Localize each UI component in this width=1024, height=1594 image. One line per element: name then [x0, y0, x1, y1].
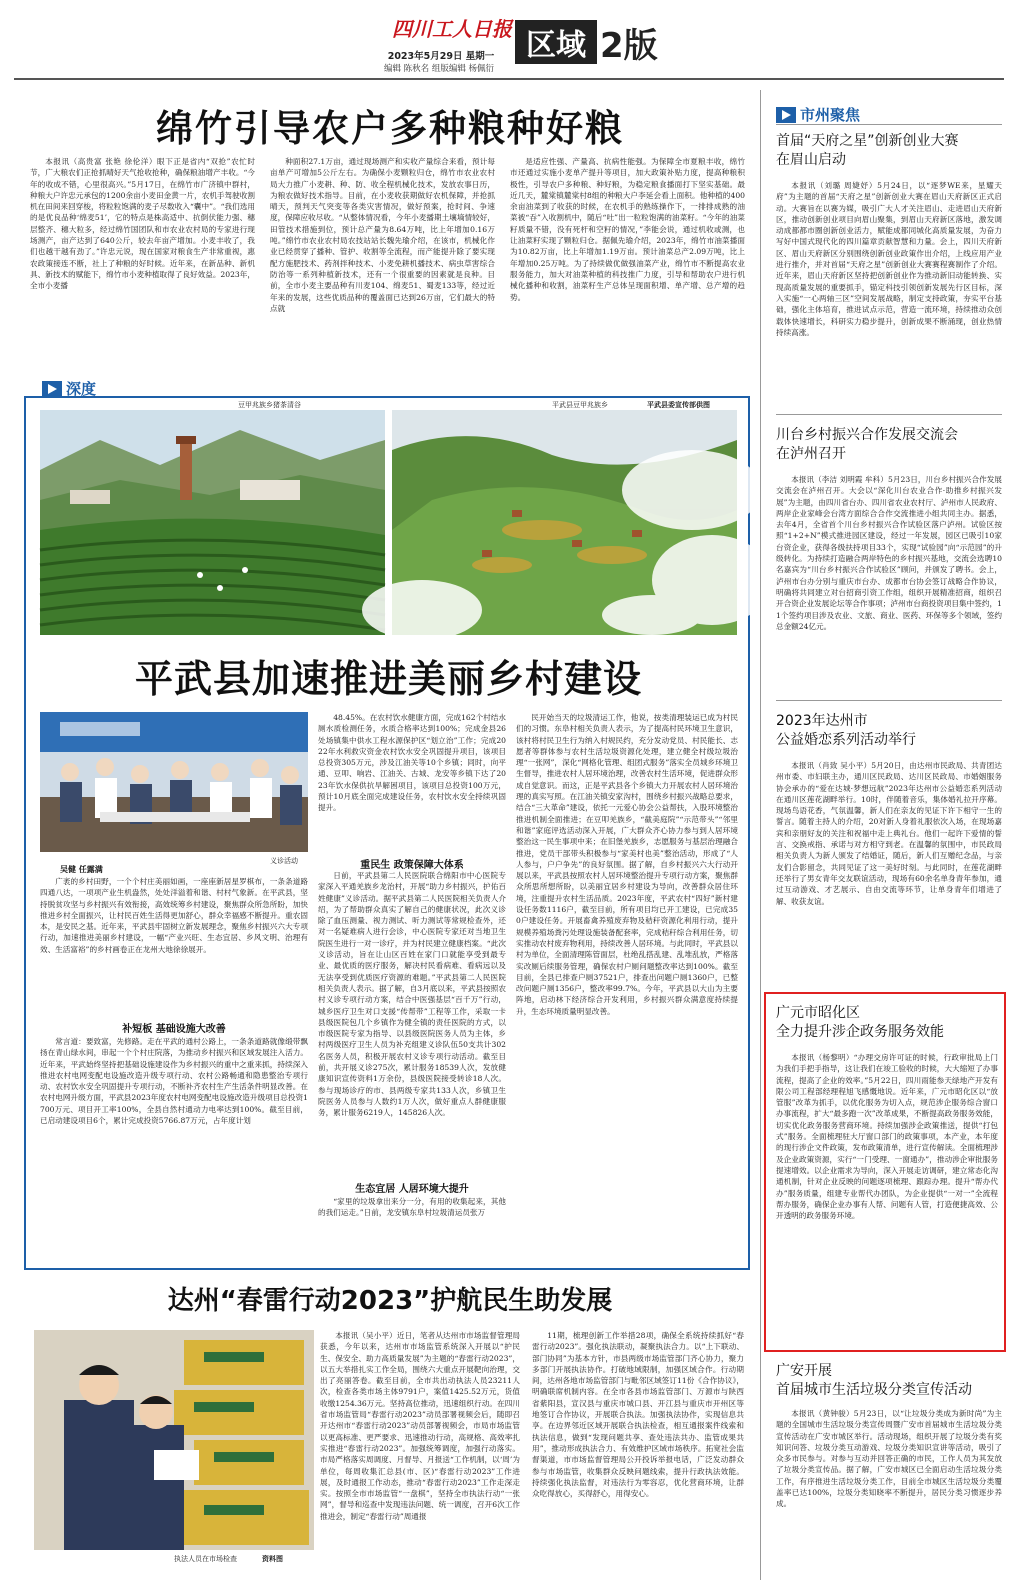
article-column [40, 1036, 308, 1258]
right-article-title [776, 712, 1002, 750]
photo-caption: 豆甲兆族乡猪茶清谷 [238, 401, 301, 409]
title-line: 川台乡村振兴合作发展交流会 [776, 427, 958, 443]
masthead [0, 0, 1024, 78]
right-column-divider [760, 90, 761, 1580]
article-column [270, 156, 495, 356]
article-column [318, 712, 506, 852]
article-byline: 吴健 任露满 [60, 865, 103, 874]
right-article [776, 426, 1002, 696]
title-line: 在泸州召开 [776, 446, 846, 462]
right-article-title [776, 1362, 1002, 1400]
section-label: 市州聚焦 [800, 106, 861, 124]
article-title: 绵竹引导农户多种粮种好粮 [156, 107, 624, 150]
article-paragraph: 日前，平武县第二人民医院联合绵阳市中心医院专家深入平通羌族乡龙治村，开展“助力乡村振兴，护佑百姓健康”义诊活动。据平武县第二人民医院相关负责人介绍，为了帮助群众真实了解自己的健康状况，此次义诊除了血压测量、视力测试、听力测试等常规检查外，还对一名疑难病人进行会诊，中心医院专家还对当地卫生院医生进行一对一诊疗，并为村民建立健康档案。“此次义诊活动，旨在让山区百姓在家门口就能享受到最专业、最优质的医疗服务，解决村民看病难、看病远以及无法享受到优质医疗资源的难题。”平武县第二人民医院相关负责人表示。据了解，自3月底以来，平武县按照农村义诊专项行动方案，结合中医强基层“百千万”行动，城乡医疗卫生对口支援“传帮带”工程等工作，采取一卡县级医院包几个乡镇作为健全镇的责任医院的方式，以市级医院专家为指导、以县级医院医务人员为主体，乡村两级医疗卫生人员为补充组建义诊队伍50支共计302名医务人员，积极开展农村义诊专项行动活动。截至目前，共开展义诊275次，累计服务18539人次，发放健康知识宣传资料1万余份，县级医院接受转诊18人次。参与现场诊疗的市、县两级专家共133人次，乡镇卫生院医务人员参与人数约1万人次，做好重点人群健康服务，累计服务6219人，145826人次。 [318, 871, 506, 1118]
page-number: 2版 [600, 25, 658, 66]
photo-credit: 资料图 [262, 1555, 283, 1563]
article-title: 平武县加速推进美丽乡村建设 [134, 657, 642, 701]
article-subheading: 生态宜居 人居环境大提升 [355, 1184, 469, 1195]
paper-name-text: 四川工人日报 [392, 17, 512, 41]
article-paragraph: 是适应性强、产量高、抗病性能强。为保障全市夏粮丰收，绵竹市还通过实施小麦单产提升等项目，加大政策补贴力度，提高种粮积极性，引导农户多种粮、种好粮，为稳定粮食播面打下坚实基础。最近几天，麓棠镇麓棠村8组的种粮大户李延会看上面积。他种植的400余亩油菜到了收获的时候，在农机手的熟练操作下，一排排成熟的油菜被“吞”入收割机中，随后“吐”出一粒粒饱满的油菜籽。“今年的油菜籽质量不错，没有死杆和空籽的情况，”李能会说，通过机收或测，也让油菜籽实现了颗粒归仓。据佩先瑜介绍，2023年，绵竹市油菜播面为10.82万亩，比上年增加1.19万亩。预计油菜总产2.09万吨，比上年增加0.25万吨。为了持续做优做强油菜产业，绵竹市不断提高农业服务能力，加大对油菜种植的科技推广力度，引导和帮助农户进行机械化播种和收割，油菜籽生产总体呈现面积增、单产增、总产增的趋势。 [510, 157, 745, 302]
title-line: 公益婚恋系列活动举行 [776, 732, 916, 748]
title-line: 2023年达州市 [776, 713, 868, 729]
article-column [320, 1330, 520, 1558]
arrow-icon [776, 107, 796, 123]
section-tag-shizhou [776, 104, 860, 125]
article-paragraph: 本报讯（吴小平）近日，笔者从达州市市场监督管理局获悉，今年以来，达州市市场监管系统深入开展以“护民生、保安全、助力高质量发展”为主题的“春雷行动2023”，以五大举措扎实工作全局，围绕六大重点开展靶向治理，交出了亮丽答卷。截至目前，全市共出动执法人员23211人次，检查各类市场主体9791户，案值1425.52万元，货值收缴1254.36万元。坚持高位推动，迅速组织行动。在四川省市场监管局“春雷行动2023”动员部署视频会后，随即召开达州市“春雷行动2023”动员部署视频会，市局市场监管以更高标准、更严要求、迅速推动行动，高规格、高效率扎实推进“春雷行动2023”。加强统筹调度，加强行动落实。市局严格落实周调度、月督导、月报送“工作机制，以‘周’为单位，每周收集汇总县(市、区)“春雷行动2023”工作进展，及时通报工作动态，推动“春雷行动2023”工作走深走实。按照全市市场监管“一盘棋”，坚持全市执法行动“一张网”，督导和巡查中发现违法问题、统一调度，召开6次工作推进会，制定“春雷行动”周通报 [320, 1331, 520, 1521]
article-paragraph: 常言道：要致富，先修路。走在平武的通村公路上，一条条道路就像缎带飘扬在青山绿水间，串起一个个村庄院落，为推动乡村振兴和区域发展注入活力。近年来，平武始终坚持把基础设施建设作为乡村振兴的重中之重来抓，持续深入推进农村电网变配电设施改造升级专项行动、农村公路畅通和隐患整治专项行动、农村饮水安全巩固提升专项行动，不断补齐农村生产生活条件明显改善。在农村电网升级方面，平武县2023年度农村电网变配电设施改造升级项目总投资1700万元、项目开工率100%，全县自然村通动力电率达到100%。截至目前，已启动建设项目6个，累计完成投资5766.87万元，占年度计划 [40, 1037, 308, 1126]
right-article-title [776, 426, 1002, 464]
photo-caption: 平武县豆甲兆族乡 [552, 401, 608, 409]
article-paragraph: 广袤的乡村田野，一个个村庄美丽如画，一座座新居星罗棋布，一条条道路四通八达，一项项产业生机盎然，处处洋溢着和谐、村村气象新。在平武县，坚持脱贫攻坚与乡村振兴有效衔接，高效统筹乡村建设，聚焦群众所急所盼，加快推进乡村全面振兴，让村民百姓生活得更加舒心，群众幸福感不断提升。重农固本，是安民之基。近年来，平武县牢固树立新发展理念，聚焦乡村振兴六大专项行动，加速推进美丽乡村建设，一幅“产业兴旺、生态宜居、乡风文明、治理有效、生活富裕”的乡村画卷正在龙州大地徐徐展开。 [40, 877, 308, 954]
right-article-body [776, 760, 1002, 982]
title-line: 在眉山启动 [776, 152, 846, 168]
title-line: 首届“天府之星”创新创业大赛 [776, 133, 959, 149]
section-name-box [515, 20, 597, 64]
title-line: 全力提升涉企政务服务效能 [776, 1024, 944, 1040]
article-column [516, 712, 738, 1258]
article-paragraph: 本报讯（黄钟骏）5月23日，以“让垃圾分类成为新时尚”为主题的全国城市生活垃圾分类宣传周暨广安市首届城市生活垃圾分类宣传活动在广安市城区举行。活动现场，组织开展了垃圾分类有奖知识问答、垃圾分类互动游戏、垃圾分类知识宣讲等活动，吸引了众多市民参与。对参与互动并回答正确的市民，工作人员为其发放了垃圾分类宣传品。据了解，广安市城区已全面启动生活垃圾分类工作，有序推进生活垃圾分类工作，目前全市城区生活垃圾分类覆盖率已达100%，垃圾分类知晓率不断提升，居民分类习惯逐步养成。 [776, 1409, 1002, 1509]
article-mianzhu [30, 90, 750, 365]
issue-date: 2023年5月29日 星期一 [387, 51, 495, 62]
right-article [776, 132, 1002, 410]
article-title: 达州“春雷行动2023”护航民生助发展 [167, 1286, 613, 1316]
right-article-body [776, 1408, 1002, 1580]
right-article-body [776, 474, 1002, 696]
article-paragraph: 本报讯（肖致 吴小平）5月20日，由达州市民政局、共青团达州市委、市妇联主办，通川区民政局、达川区民政局、市婚姻服务协会承办的“爱在达城·梦想远航”2023年达州市公益婚恋系列活动在通川区莲花湖畔举行。10时，伴随着音乐，集体婚礼拉开序幕。现场鸟语花香，气氛温馨，新人们在亲友的见证下许下相守一生的誓言。随着主持人的介绍，20对新人身着礼服依次入场，在现场嘉宾和亲朋好友的关注和祝福中走上典礼台。他们一起许下爱情的誓言、交换戒指、承诺与对方相守到老。在温馨的氛围中，市民政局相关负责人为新人颁发了结婚证，随后，新人们互赠纪念品，与亲友们合影留念，共同见证了这一美好时刻。与此同时，在莲花湖畔还举行了男女青年交友联谊活动，现场有60余名单身青年参加，通过互动游戏、才艺展示、自由交流等环节，让单身青年们增进了解、收获友谊。 [776, 761, 1002, 906]
article-column [318, 870, 506, 1175]
photo-caption: 执法人员在市场检查 [174, 1555, 237, 1563]
market-inspection-photo [34, 1330, 314, 1563]
article-paragraph: 种面积27.1万亩，通过现场测产和实收产量综合来看，预计每亩单产可增加5公斤左右。为确保小麦颗粒归仓，绵竹市农业农村局大力推广小麦耕、种、防、收全程机械化技术，发放农事日历，为粮农做好技术指导。目前，在小麦收获期做好农机保障，并抢抓晴天，预判天气突变等各类灾害情况，做好预案，抢时间、争速度，保障应收尽收。“从整体情况看，今年小麦播期土壤墒情较好，田管技术措施到位，预计总产量为8.64万吨，比上年增加0.16万吨。”绵竹市农业农村局农技站站长魏先瑜介绍，在该市，机械化作业已经贯穿了播种、管护、收割等全流程，而产能提升除了要实现配方施肥技术、药剂拌种技术、小麦免耕机播技术、病虫草害综合防治等一系列种植新技术，还有一个很重要的因素就是良种。目前，全市小麦主要品种有川麦104、绵麦51、蜀麦133等，经过近年来的发展，这些优质品种的覆盖面已达到26万亩，它们最大的特点就 [270, 157, 495, 313]
article-column [532, 1330, 744, 1558]
article-paragraph: 本报讯（杨黎明）“办理交房许可证的时候，行政审批局上门为我们手把手指导，这让我们在竣工验收的时候，大大缩短了办事流程，提高了企业的效率。”5月22日，四川雨能参天绿地产开发有限公司工程部经理程旭飞感慨地说。近年来，广元市昭化区以“放管服”改革为抓手，以优化服务为切入点，规范涉企服务综合窗口办事流程，扩大“最多跑一次”改革成果，不断提高政务服务效能，切实优化政务服务营商环境。持续加强涉企政策推送，提供“打包式”服务。全面梳理驻大厅窗口部门的政策事项，本产业，本年度的现行涉企文件政策，发布政策清单，进行宣传解读。全面梳理涉及企业政策资源，实行“一门受理、一窗通办”，推动涉企审批服务提速增效。以企业需求为导向，深入开展走访调研，建立常态化沟通机制，针对企业反映的问题逐项梳理、跟踪办理。提升“帮办代办”服务质量，组建专业帮代办团队，为企业提供“一对一”全流程帮办服务，确保企业办事有人帮、问题有人管，打造便捷高效、公开透明的政务服务环境。 [776, 1053, 998, 1221]
article-paragraph: “家里的垃圾拿出来分一分，有用的收集起来，其他的我们运走。”日前，龙安镇东阜村垃圾清运员张万 [318, 1197, 506, 1218]
title-line: 广安开展 [776, 1363, 832, 1379]
article-separator [776, 700, 1002, 701]
article-paragraph: 11期，梳理创新工作举措28项，确保全系统持续抓好“春雷行动2023”。强化执法联动，凝聚执法合力。以“上下联动、部门协同”为基本方针，市县两级市场监管部门齐心协力，聚力多部门开展执法协作。打破地域限制，加强区域合作。行动期间，达州各地市场监管部门与毗邻区域签订11份《合作协议》，明确联席机制内容。在全市各县市场监管部门、万源市与陕西省紫阳县，宣汉县与重庆市城口县、开江县与重庆市开州区等地签订合作协议，开展联合执法。加强执法协作，实现信息共享。在边界邻近区域开展联合执法检查，相互通报案件线索和执法信息，做到“发现问题共享、查处违法共办、监管成果共用”，推动形成执法合力、有效维护区域市场秩序。拓宽社会监督渠道，市市场监督管理局公开投诉举报电话，广泛发动群众参与市场监管，收集群众反映问题线索，提升行政执法效能。持续强化执法监督，对违法行为零容忍，优化营商环境，让群众吃得放心，买得舒心，用得安心。 [532, 1331, 744, 1499]
title-line: 广元市昭化区 [776, 1005, 860, 1021]
article-subheading: 重民生 政策保障大体系 [360, 860, 464, 871]
right-article [776, 1362, 1002, 1584]
section-label: 深度 [66, 380, 97, 398]
photo-credit: 平武县委宣传部供图 [647, 401, 710, 409]
tea-garden-photo [40, 401, 385, 635]
mountain-village-photo [392, 401, 737, 635]
right-article-title [776, 132, 1002, 170]
article-column [510, 156, 745, 356]
article-paragraph: 48.45%。在农村饮水健康方面，完成162个村结水厕水质检测任务，水质合格率达到100%；完成金县26处场镇集中供水工程水源保护区“划立治”工作；完成2022年水利救灾资金农村饮水安全巩固提升项目，该项目总投资305万元，涉及江油关等10个乡镇；同时，向平通、豆叩、响岩、江油关、古城、龙安等乡镇下达了2023年饮水保供抗旱解困项目，该项目总投资100万元，预计10月底全面完成建设任务，农村饮水安全持续巩固提升。 [318, 713, 506, 813]
photo-caption: 义诊活动 [270, 857, 298, 865]
right-article-body [776, 1052, 998, 1342]
article-paragraph: 民开始当天的垃圾清运工作，他说，按类清理装运已成为村民们的习惯。东阜村相关负责人表示，为了提高村民环境卫生意识，该村将村民卫生行为纳入村规民约，充分发动党员、村民能长、志愿者等群体参与农村生活垃圾资源化处理，建立健全村级垃圾治理“一张网”，深化“网格化管理、组团式服务”落实全员城乡环境卫生督导，推进农村人居环境治理，改善农村生活环境，促进群众形成自觉意识。而这，正是平武县各个乡镇大力开展农村人居环境治理的真实写照。在江油关镇安家沟村，围绕乡村振兴战略总要求，结合“三大革命”建设，依托一元爱心协会公益帮扶，入股环境整治推进机制全面推进；在豆叩羌族乡，“截美庭院”“示范带头”“邻里和谐”家庭评选活动深入开展，广大群众齐心协力参与到人居环境整治这一民生事项中来；在旧堡羌族乡，志愿服务与基层治理融合推进，党员干部带头积极参与“家美村也美”整治活动，形成了“人人参与，户户争先”的良好氛围。据了解，自乡村振兴六大行动开展以来，平武县按照农村人居环境整治提升专项行动方案，聚焦群众所思所想所盼，以美丽宜居乡村建设为导向，改善群众居住环境，注重提升农村生活品质。2023年度，平武农村“四好”新村建设任务数1116户，截至目前，所有项目均已开工建设，已完成350户建设任务。开展畜禽养殖废弃物及秸秆资源化利用行动，提升规模养殖场粪污处理设施装备配套率，完成秸秆综合利用任务，切实推动农村废弃物利用，持续改善人居环境。与此同时，平武县以村为单位，全面清理陈管面层，杜绝乱搭乱建、乱堆乱放，严格落实改厕后续服务管理，确保农村户厕问题整改率达到100%。截至目前，全县已排查户厕37521户，排查出问题户厕1360户，已整改问题户厕1356户，整改率99.7%。今年，平武县以大山为主要阵地，启动林下经济综合开发利用，乡村振兴群众满意度持续提升，生态环境质量明显改善。 [516, 713, 738, 1016]
right-article [776, 712, 1002, 982]
right-article-title [776, 1004, 998, 1042]
section-name: 区域 [526, 28, 586, 63]
paper-name-logo [392, 12, 512, 44]
masthead-rule [14, 78, 1004, 80]
right-article-body [776, 180, 1002, 410]
article-column [318, 1196, 506, 1258]
article-column [40, 876, 308, 968]
article-paragraph: 本报讯（李洁 刘明霞 牟科）5月23日，川台乡村振兴合作发展交流会在泸州召开。大会以“深化川台农业合作·助推乡村振兴发展”为主题，由四川省台办、四川省农业农村厅、泸州市人民政府、两岸企业家峰会台湾方面综合合作交流推进小组共同主办。据悉，去年4月，全省首个川台乡村振兴合作试验区落户泸州。试验区按照“1+2+N”模式推进园区建设，经过一年发展，园区已吸引10家台资企业，获得各级扶持项目33个，实现“试验园”向“示范园”的升级转化。为持续打造融合两岸特色的乡村振兴基地，交流会选聘10名嘉宾为“川台乡村振兴合作试验区”顾问，并颁发了聘书。会上，泸州市台办分别与重庆市台办、成都市台协会签订战略合作协议，明确将共同建立对台招商引资工作组，组织开展精准招商，组织召开合资企业发展论坛等合作事项；泸州市台商投资项目集中签约，11个签约项目涉及农业、文旅、商业、医药、环保等多个领域，签约总金额24亿元。 [776, 475, 1002, 631]
clinic-photo [40, 712, 308, 865]
right-article [776, 1004, 998, 1344]
article-separator [776, 414, 1002, 415]
article-subheading: 补短板 基础设施大改善 [122, 1024, 226, 1035]
article-paragraph: 本报讯（刘璐 周婕妤）5月24日，以“逐梦WE来，星耀天府”为主题的首届“天府之星”创新创业大赛在眉山天府新区正式启动。大赛旨在以赛为媒，吸引广大人才关注眉山、走进眉山天府新区，推动创新创业项目向眉山聚集，到眉山天府新区落地，激发调动成都都市圈创新创业活力，赋能成都同城化高质量发展，为奋力写好中国式现代化的四川篇章贡献智慧和力量。会上，四川天府新区、眉山天府新区分别围绕创新创业政策作出介绍，上线应用产业进行推介，并对首届“天府之星”创新创业大赛赛程赛制作了介绍。近年来，眉山天府新区坚持把创新创业作为推动新旧动能转换、实现高质量发展的重要抓手，锚定科技引领创新发展先行区目标，深入实施“一心两轴三区”空间发展战略，制定支持政策，夯实平台基础，强化主体培育，推进试点示范，营造一流环境，持续推动众创载体快速增长，科研实力稳步提升，创新成果不断涌现，创业热情持续高涨。 [776, 181, 1002, 337]
arrow-icon [42, 381, 62, 397]
section-rule [776, 124, 1002, 125]
page-editors: 编辑 陈秋名 组版编辑 杨佩衍 [383, 64, 495, 74]
article-column [30, 156, 255, 356]
article-paragraph: 本报讯（高贵富 张艳 徐伦洋）眼下正是省内“双抢”农忙时节，广大粮农们正抢抓晴好天气抢收抢种，确保粮油增产丰收。“今年的收成不错，心里很高兴。”5月17日，在绵竹市广济镇中群村，种粮大户许忠元承包的1200余亩小麦田金黄一片，农机手驾驶收割机在田间来回穿梭，将粒粒饱满的麦子尽数收入“囊中”。“我们选用的是优良品种‘绵麦51’，它的特点是株高适中、抗倒伏能力强、穗层整齐、穗大粒多，经过绵竹国团队和市农业农村局的专家进行现场测产，亩产达到了640公斤，较去年亩产增加。小麦丰收了，我们也越干越有劲了。”许忠元说，现在国家对粮食生产非常重视，惠农政策接连不断，社上了种粮的好时候。近年来，在新品种、新机具、新技术的赋能下，绵竹市小麦种植取得了良好效益。2023年，全市小麦播 [30, 157, 255, 291]
title-line: 首届城市生活垃圾分类宣传活动 [776, 1382, 972, 1398]
